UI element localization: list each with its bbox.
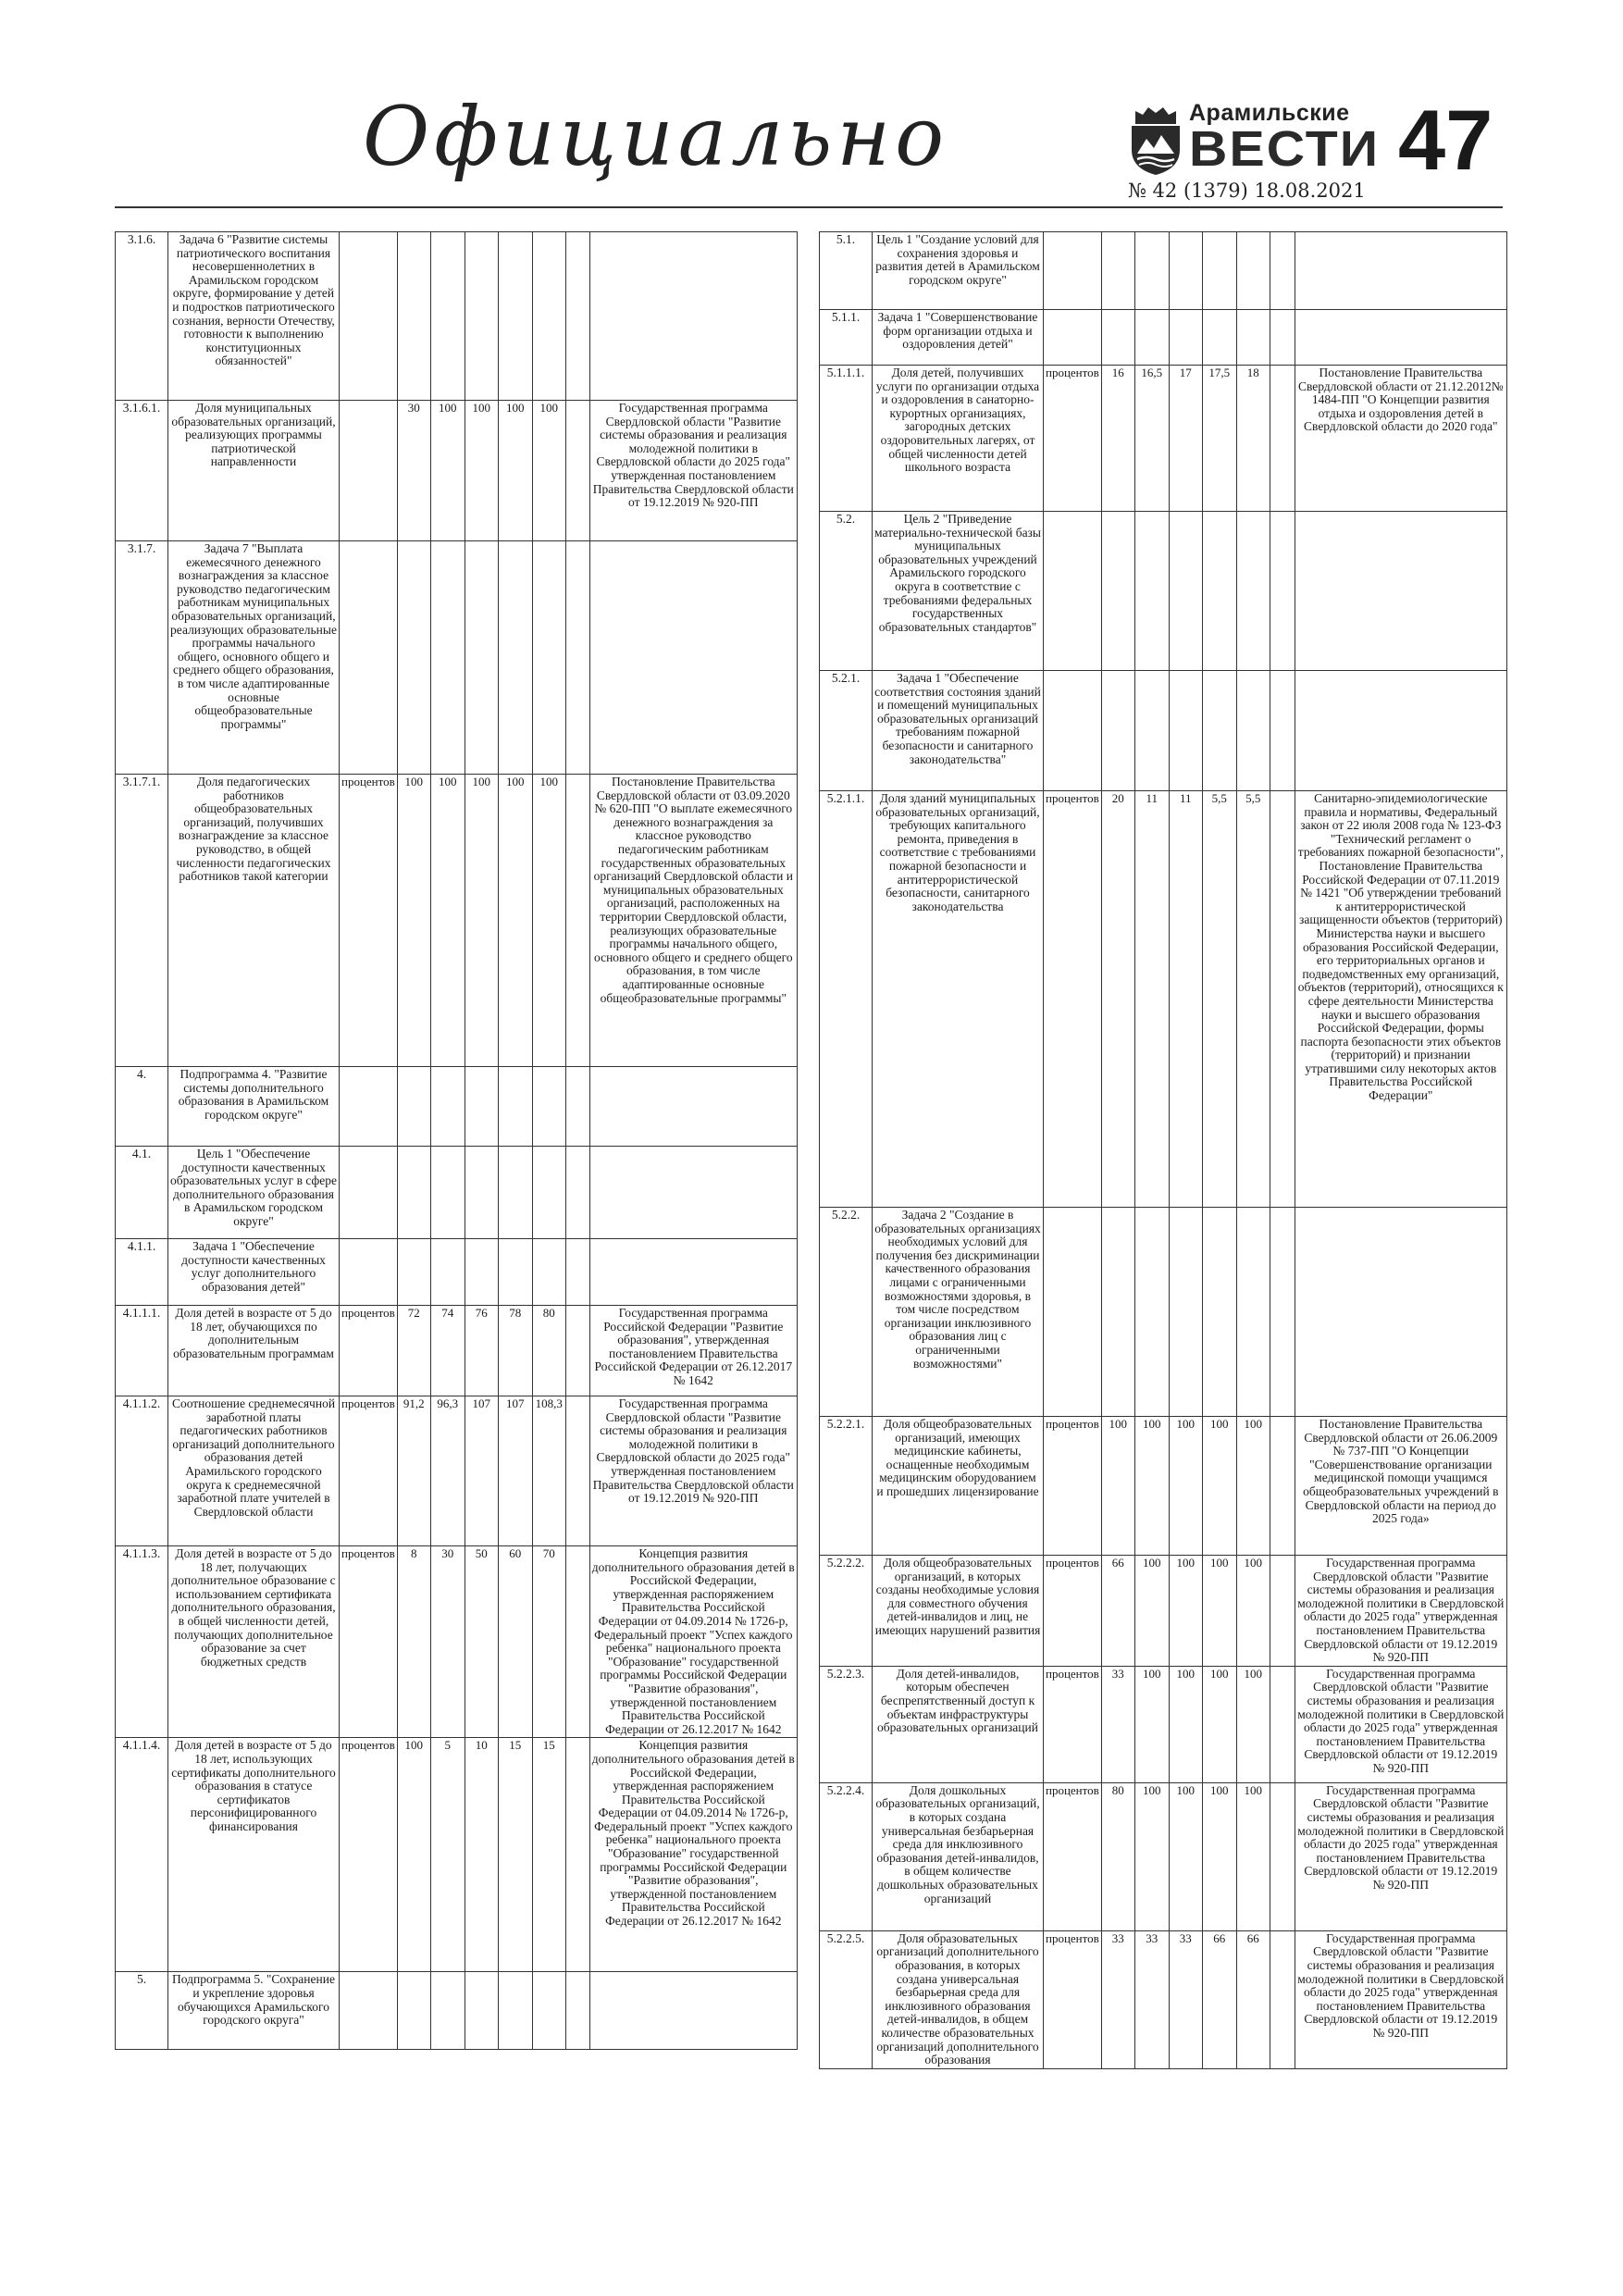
value-extra xyxy=(565,1396,589,1546)
value-2025: 18 xyxy=(1236,366,1270,512)
value-2024: 100 xyxy=(498,401,532,541)
indicator-number: 4.1. xyxy=(116,1147,168,1239)
value-2023 xyxy=(465,232,498,401)
value-2022: 74 xyxy=(430,1306,465,1396)
indicator-source xyxy=(1295,512,1506,671)
value-2022: 30 xyxy=(430,1546,465,1738)
indicator-name: Подпрограмма 5. "Сохранение и укрепление здоровья обучающихся Арамильского городского округа" xyxy=(168,1972,340,2050)
unit-of-measure: процентов xyxy=(1044,1556,1102,1667)
value-2022 xyxy=(1134,232,1169,310)
indicator-name: Доля зданий муниципальных образовательных организаций, требующих капитального ремонта, приведения в соответствие с требованиями пожарной безопасности и антитеррористической безопасности, санитарного законодательства xyxy=(873,791,1044,1208)
value-2025 xyxy=(1236,512,1270,671)
page-number: 47 xyxy=(1398,93,1493,188)
indicator-name: Доля муниципальных образовательных организаций, реализующих программы патриотической направленности xyxy=(168,401,340,541)
value-2023 xyxy=(465,1147,498,1239)
value-extra xyxy=(565,401,589,541)
value-2024: 78 xyxy=(498,1306,532,1396)
value-2023: 10 xyxy=(465,1738,498,1972)
indicator-source: Государственная программа Свердловской области "Развитие системы образования и реализация молодежной политики в Свердловской области до 2025 года" утвержденная постановлением Правительства Свердловской области от 19.12.2019 № 920-ПП xyxy=(1295,1782,1506,1930)
value-extra xyxy=(1270,1208,1295,1417)
newspaper-logo xyxy=(1128,100,1380,178)
value-2025 xyxy=(532,1972,565,2050)
section-title: Официально xyxy=(363,89,949,184)
table-row xyxy=(116,1239,798,1306)
value-2023 xyxy=(1169,1208,1202,1417)
value-2025 xyxy=(532,1239,565,1306)
value-2024: 100 xyxy=(1202,1782,1236,1930)
table-row xyxy=(116,1147,798,1239)
value-extra xyxy=(565,541,589,775)
header-divider xyxy=(115,206,1503,208)
value-extra xyxy=(1270,366,1295,512)
value-extra xyxy=(565,1738,589,1972)
indicator-number: 3.1.7. xyxy=(116,541,168,775)
value-2025: 70 xyxy=(532,1546,565,1738)
value-2023 xyxy=(465,1239,498,1306)
value-2022 xyxy=(430,232,465,401)
value-2021: 8 xyxy=(397,1546,430,1738)
logo-line-1: Арамильские xyxy=(1189,100,1350,126)
indicator-number: 5.1. xyxy=(820,232,873,310)
value-2024: 66 xyxy=(1202,1930,1236,2068)
table-row xyxy=(820,671,1507,791)
indicators-table-right xyxy=(819,231,1507,2069)
coat-of-arms-icon xyxy=(1128,105,1183,176)
indicator-number: 5.1.1. xyxy=(820,310,873,366)
value-2022 xyxy=(430,1067,465,1147)
unit-of-measure xyxy=(340,1239,398,1306)
value-2024 xyxy=(1202,512,1236,671)
value-2023 xyxy=(465,541,498,775)
indicator-name: Цель 1 "Создание условий для сохранения здоровья и развития детей в Арамильском городском округе" xyxy=(873,232,1044,310)
table-row xyxy=(820,310,1507,366)
value-2021: 100 xyxy=(397,775,430,1067)
value-2023: 100 xyxy=(465,775,498,1067)
value-2023: 100 xyxy=(1169,1556,1202,1667)
indicator-source xyxy=(1295,310,1506,366)
indicator-name: Задача 1 "Совершенствование форм организации отдыха и оздоровления детей" xyxy=(873,310,1044,366)
unit-of-measure: процентов xyxy=(340,775,398,1067)
value-2022: 96,3 xyxy=(430,1396,465,1546)
indicator-source xyxy=(589,1067,797,1147)
value-extra xyxy=(1270,1930,1295,2068)
value-2023: 100 xyxy=(465,401,498,541)
indicator-number: 5.2.2.3. xyxy=(820,1666,873,1782)
value-2022: 100 xyxy=(430,775,465,1067)
indicator-source xyxy=(1295,232,1506,310)
unit-of-measure: процентов xyxy=(1044,1930,1102,2068)
unit-of-measure xyxy=(340,1972,398,2050)
value-2025 xyxy=(1236,671,1270,791)
indicator-name: Доля дошкольных образовательных организаций, в которых создана универсальная безбарьерная среда для инклюзивного образования детей-инвалидов, в общем количестве дошкольных образовательных организаций xyxy=(873,1782,1044,1930)
value-2025: 100 xyxy=(532,775,565,1067)
value-2021: 72 xyxy=(397,1306,430,1396)
indicator-source: Государственная программа Российской Федерации "Развитие образования", утвержденная постановлением Правительства Российской Федерации от 26.12.2017 № 1642 xyxy=(589,1306,797,1396)
indicator-name: Задача 7 "Выплата ежемесячного денежного вознаграждения за классное руководство педагогическим работникам муниципальных образовательных организаций, реализующих образовательные программы начального общего, основного общего и среднего общего образования, в том числе адаптированные основные общеобразовательные программы" xyxy=(168,541,340,775)
indicator-name: Доля образовательных организаций дополнительного образования, в которых создана универсальная безбарьерная среда для инклюзивного образования детей-инвалидов, в общем количестве образовательных организаций дополнительного образования xyxy=(873,1930,1044,2068)
value-2024 xyxy=(498,1067,532,1147)
unit-of-measure: процентов xyxy=(340,1306,398,1396)
table-row xyxy=(820,1930,1507,2068)
value-2025: 100 xyxy=(1236,1666,1270,1782)
table-row xyxy=(820,791,1507,1208)
value-2023: 17 xyxy=(1169,366,1202,512)
value-extra xyxy=(1270,310,1295,366)
value-2022 xyxy=(430,1239,465,1306)
indicator-name: Доля детей в возрасте от 5 до 18 лет, обучающихся по дополнительным образовательным программам xyxy=(168,1306,340,1396)
unit-of-measure: процентов xyxy=(340,1396,398,1546)
value-2025: 66 xyxy=(1236,1930,1270,2068)
value-2023: 100 xyxy=(1169,1782,1202,1930)
indicator-name: Подпрограмма 4. "Развитие системы дополнительного образования в Арамильском городском округе" xyxy=(168,1067,340,1147)
value-2022 xyxy=(1134,512,1169,671)
indicator-name: Задача 6 "Развитие системы патриотического воспитания несовершеннолетних в Арамильском городском округе, формирование у детей и подростков патриотического сознания, верности Отечеству, готовности к выполнению конституционных обязанностей" xyxy=(168,232,340,401)
value-2025: 80 xyxy=(532,1306,565,1396)
value-2023: 33 xyxy=(1169,1930,1202,2068)
indicator-source xyxy=(589,232,797,401)
value-extra xyxy=(1270,1556,1295,1667)
value-2021: 100 xyxy=(1101,1417,1134,1556)
value-2023 xyxy=(465,1067,498,1147)
unit-of-measure xyxy=(1044,512,1102,671)
table-row xyxy=(116,232,798,401)
table-row xyxy=(116,541,798,775)
value-2024 xyxy=(498,1239,532,1306)
value-extra xyxy=(1270,791,1295,1208)
indicator-name: Доля детей в возрасте от 5 до 18 лет, использующих сертификаты дополнительного образования в статусе сертификатов персонифицированного финансирования xyxy=(168,1738,340,1972)
indicator-name: Цель 1 "Обеспечение доступности качественных образовательных услуг в сфере дополнительного образования в Арамильском городском округе" xyxy=(168,1147,340,1239)
indicator-name: Задача 1 "Обеспечение соответствия состояния зданий и помещений муниципальных образовательных организаций требованиям пожарной безопасности и санитарного законодательства" xyxy=(873,671,1044,791)
indicator-number: 5.2.1. xyxy=(820,671,873,791)
indicator-number: 4.1.1.1. xyxy=(116,1306,168,1396)
indicator-source: Государственная программа Свердловской области "Развитие системы образования и реализация молодежной политики в Свердловской области до 2025 года" утвержденная постановлением Правительства Свердловской области от 19.12.2019 № 920-ПП xyxy=(1295,1930,1506,2068)
unit-of-measure xyxy=(1044,310,1102,366)
table-row xyxy=(820,512,1507,671)
value-2021 xyxy=(1101,232,1134,310)
value-2023: 100 xyxy=(1169,1666,1202,1782)
indicator-source xyxy=(1295,1208,1506,1417)
unit-of-measure: процентов xyxy=(1044,1417,1102,1556)
indicator-number: 3.1.7.1. xyxy=(116,775,168,1067)
unit-of-measure: процентов xyxy=(340,1738,398,1972)
table-row xyxy=(820,1208,1507,1417)
indicator-number: 4.1.1.2. xyxy=(116,1396,168,1546)
value-2022: 100 xyxy=(430,401,465,541)
unit-of-measure: процентов xyxy=(1044,1782,1102,1930)
value-2021 xyxy=(1101,1208,1134,1417)
indicator-name: Цель 2 "Приведение материально-технической базы муниципальных образовательных учреждений Арамильского городского округа в соответствие с требованиями федеральных государственных образовательных стандартов" xyxy=(873,512,1044,671)
value-2024 xyxy=(1202,1208,1236,1417)
indicator-name: Задача 1 "Обеспечение доступности качественных услуг дополнительного образования детей" xyxy=(168,1239,340,1306)
value-2025 xyxy=(532,541,565,775)
value-extra xyxy=(565,1147,589,1239)
indicator-name: Доля общеобразовательных организаций, в которых созданы необходимые условия для совместного обучения детей-инвалидов и лиц, не имеющих нарушений развития xyxy=(873,1556,1044,1667)
table-row xyxy=(116,1972,798,2050)
value-2022: 16,5 xyxy=(1134,366,1169,512)
value-2023 xyxy=(1169,310,1202,366)
value-2024 xyxy=(1202,232,1236,310)
unit-of-measure: процентов xyxy=(1044,1666,1102,1782)
value-extra xyxy=(565,1067,589,1147)
indicator-source: Государственная программа Свердловской области "Развитие системы образования и реализация молодежной политики в Свердловской области до 2025 года" утвержденная постановлением Правительства Свердловской области от 19.12.2019 № 920-ПП xyxy=(589,1396,797,1546)
value-2025 xyxy=(1236,232,1270,310)
value-2023 xyxy=(1169,512,1202,671)
value-2021: 30 xyxy=(397,401,430,541)
indicator-number: 3.1.6.1. xyxy=(116,401,168,541)
value-2023: 100 xyxy=(1169,1417,1202,1556)
value-2022 xyxy=(430,1147,465,1239)
indicator-number: 5.2.1.1. xyxy=(820,791,873,1208)
value-extra xyxy=(565,1239,589,1306)
value-2024: 60 xyxy=(498,1546,532,1738)
value-2023 xyxy=(465,1972,498,2050)
value-2024: 100 xyxy=(1202,1666,1236,1782)
unit-of-measure xyxy=(340,1067,398,1147)
table-row xyxy=(116,1067,798,1147)
value-2025: 100 xyxy=(1236,1417,1270,1556)
value-2021 xyxy=(397,541,430,775)
value-2021: 16 xyxy=(1101,366,1134,512)
table-row xyxy=(820,1556,1507,1667)
value-2024 xyxy=(498,1972,532,2050)
value-2022: 100 xyxy=(1134,1782,1169,1930)
value-extra xyxy=(1270,1782,1295,1930)
value-2022 xyxy=(1134,1208,1169,1417)
value-2023: 76 xyxy=(465,1306,498,1396)
value-2024: 15 xyxy=(498,1738,532,1972)
indicator-source: Государственная программа Свердловской области "Развитие системы образования и реализация молодежной политики в Свердловской области до 2025 года" утвержденная постановлением Правительства Свердловской области от 19.12.2019 № 920-ПП xyxy=(589,401,797,541)
table-row xyxy=(116,1396,798,1546)
indicator-source xyxy=(589,541,797,775)
indicator-source xyxy=(589,1972,797,2050)
indicator-source: Государственная программа Свердловской области "Развитие системы образования и реализация молодежной политики в Свердловской области до 2025 года" утвержденная постановлением Правительства Свердловской области от 19.12.2019 № 920-ПП xyxy=(1295,1666,1506,1782)
table-row xyxy=(820,232,1507,310)
value-2024: 107 xyxy=(498,1396,532,1546)
unit-of-measure xyxy=(340,541,398,775)
unit-of-measure xyxy=(1044,671,1102,791)
indicator-number: 5.1.1.1. xyxy=(820,366,873,512)
value-2021 xyxy=(397,1239,430,1306)
value-2022: 33 xyxy=(1134,1930,1169,2068)
indicator-source xyxy=(1295,671,1506,791)
unit-of-measure xyxy=(340,232,398,401)
indicator-number: 3.1.6. xyxy=(116,232,168,401)
value-extra xyxy=(565,1972,589,2050)
table-row xyxy=(116,1738,798,1972)
value-extra xyxy=(1270,512,1295,671)
value-extra xyxy=(1270,232,1295,310)
value-2025 xyxy=(532,1067,565,1147)
indicator-source: Государственная программа Свердловской области "Развитие системы образования и реализация молодежной политики в Свердловской области до 2025 года" утвержденная постановлением Правительства Свердловской области от 19.12.2019 № 920-ПП xyxy=(1295,1556,1506,1667)
value-2023 xyxy=(1169,671,1202,791)
indicators-table-left xyxy=(115,231,798,2050)
value-extra xyxy=(565,775,589,1067)
indicator-source: Санитарно-эпидемиологические правила и нормативы, Федеральный закон от 22 июля 2008 года № 123-ФЗ "Технический регламент о требованиях пожарной безопасности", Постановление Правительства Российской Федерации от 07.11.2019 № 1421 "Об утверждении требований к антитеррористической защищенности объектов (территорий) Министерства науки и высшего образования Российской Федерации, его территориальных органов и подведомственных ему организаций, объектов (территорий), относящихся к сфере деятельности Министерства науки и высшего образования Российской Федерации, формы паспорта безопасности этих объектов (территорий) и признании утратившими силу некоторых актов Правительства Российской Федерации" xyxy=(1295,791,1506,1208)
issue-info: № 42 (1379) 18.08.2021 xyxy=(1128,180,1366,202)
value-extra xyxy=(565,1306,589,1396)
value-2022: 11 xyxy=(1134,791,1169,1208)
value-2021 xyxy=(1101,310,1134,366)
indicator-number: 5. xyxy=(116,1972,168,2050)
indicator-number: 4. xyxy=(116,1067,168,1147)
value-2025: 100 xyxy=(532,401,565,541)
value-2022 xyxy=(430,1972,465,2050)
unit-of-measure xyxy=(340,401,398,541)
value-2021 xyxy=(1101,671,1134,791)
indicator-name: Доля детей, получивших услуги по организации отдыха и оздоровления в санаторно-курортных организациях, загородных детских оздоровительных лагерях, от общей численности детей школьного возраста xyxy=(873,366,1044,512)
value-2021: 20 xyxy=(1101,791,1134,1208)
value-extra xyxy=(565,232,589,401)
value-extra xyxy=(565,1546,589,1738)
indicator-name: Соотношение среднемесячной заработной платы педагогических работников организаций дополнительного образования детей Арамильского городского округа к среднемесячной заработной плате учителей в Свердловской области xyxy=(168,1396,340,1546)
value-2024: 100 xyxy=(1202,1417,1236,1556)
value-extra xyxy=(1270,1417,1295,1556)
value-2021: 80 xyxy=(1101,1782,1134,1930)
value-2025 xyxy=(1236,1208,1270,1417)
value-2025 xyxy=(532,232,565,401)
indicator-number: 5.2. xyxy=(820,512,873,671)
unit-of-measure xyxy=(1044,232,1102,310)
value-2021: 33 xyxy=(1101,1666,1134,1782)
indicator-number: 5.2.2.5. xyxy=(820,1930,873,2068)
table-row xyxy=(116,401,798,541)
indicator-number: 5.2.2.4. xyxy=(820,1782,873,1930)
indicator-source: Постановление Правительства Свердловской области от 03.09.2020 № 620-ПП "О выплате ежемесячного денежного вознаграждения за классное руководство педагогическим работникам государственных образовательных организаций Свердловской области и муниципальных образовательных организаций, расположенных на территории Свердловской области, реализующих образовательные программы начального общего, основного общего и среднего общего образования, в том числе адаптированные основные общеобразовательные программы" xyxy=(589,775,797,1067)
value-2024 xyxy=(1202,671,1236,791)
indicator-name: Доля детей в возрасте от 5 до 18 лет, получающих дополнительное образование с использованием сертификата дополнительного образования, в общей численности детей, получающих дополнительное образование за счет бюджетных средств xyxy=(168,1546,340,1738)
indicator-number: 5.2.2.1. xyxy=(820,1417,873,1556)
value-2022: 5 xyxy=(430,1738,465,1972)
indicator-number: 4.1.1.4. xyxy=(116,1738,168,1972)
value-extra xyxy=(1270,671,1295,791)
value-extra xyxy=(1270,1666,1295,1782)
value-2023 xyxy=(1169,232,1202,310)
value-2023: 107 xyxy=(465,1396,498,1546)
indicator-name: Задача 2 "Создание в образовательных организациях необходимых условий для получения без дискриминации качественного образования лицами с ограниченными возможностями здоровья, в том числе посредством организации инклюзивного образования лиц с ограниченными возможностями" xyxy=(873,1208,1044,1417)
value-2021: 100 xyxy=(397,1738,430,1972)
value-2024 xyxy=(1202,310,1236,366)
indicator-source xyxy=(589,1239,797,1306)
value-2021: 91,2 xyxy=(397,1396,430,1546)
value-2023: 50 xyxy=(465,1546,498,1738)
value-2024 xyxy=(498,541,532,775)
value-2023: 11 xyxy=(1169,791,1202,1208)
unit-of-measure xyxy=(1044,1208,1102,1417)
indicator-name: Доля общеобразовательных организаций, имеющих медицинские кабинеты, оснащенные необходимым медицинским оборудованием и прошедших лицензирование xyxy=(873,1417,1044,1556)
value-2022 xyxy=(1134,671,1169,791)
indicator-source: Постановление Правительства Свердловской области от 26.06.2009 № 737-ПП "О Концепции "Совершенствование организации медицинской помощи учащимся общеобразовательных учреждений в Свердловской области на период до 2025 года» xyxy=(1295,1417,1506,1556)
value-2022 xyxy=(1134,310,1169,366)
value-2025: 100 xyxy=(1236,1556,1270,1667)
value-2021 xyxy=(397,1972,430,2050)
indicator-source: Концепция развития дополнительного образования детей в Российской Федерации, утвержденная распоряжением Правительства Российской Федерации от 04.09.2014 № 1726-р, Федеральный проект "Успех каждого ребенка" национального проекта "Образование" государственной программы Российской Федерации "Развитие образования", утвержденной постановлением Правительства Российской Федерации от 26.12.2017 № 1642 xyxy=(589,1738,797,1972)
value-2021 xyxy=(397,1147,430,1239)
value-2024 xyxy=(498,1147,532,1239)
table-row xyxy=(820,1782,1507,1930)
indicator-name: Доля детей-инвалидов, которым обеспечен беспрепятственный доступ к объектам инфраструктуры образовательных организаций xyxy=(873,1666,1044,1782)
logo-line-2: ВЕСТИ xyxy=(1189,121,1381,177)
value-2022: 100 xyxy=(1134,1556,1169,1667)
unit-of-measure: процентов xyxy=(340,1546,398,1738)
value-2025: 100 xyxy=(1236,1782,1270,1930)
value-2021: 66 xyxy=(1101,1556,1134,1667)
indicator-source: Концепция развития дополнительного образования детей в Российской Федерации, утвержденная распоряжением Правительства Российской Федерации от 04.09.2014 № 1726-р, Федеральный проект "Успех каждого ребенка" национального проекта "Образование" государственной программы Российской Федерации "Развитие образования", утвержденной постановлением Правительства Российской Федерации от 26.12.2017 № 1642 xyxy=(589,1546,797,1738)
indicator-name: Доля педагогических работников общеобразовательных организаций, получивших вознаграждение за классное руководство, в общей численности педагогических работников такой категории xyxy=(168,775,340,1067)
indicator-number: 5.2.2.2. xyxy=(820,1556,873,1667)
value-2022 xyxy=(430,541,465,775)
value-2024: 100 xyxy=(498,775,532,1067)
indicator-source: Постановление Правительства Свердловской области от 21.12.2012№ 1484-ПП "О Концепции развития отдыха и оздоровления детей в Свердловской области до 2020 года" xyxy=(1295,366,1506,512)
right-table-body xyxy=(820,232,1507,2069)
value-2021 xyxy=(397,1067,430,1147)
value-2021: 33 xyxy=(1101,1930,1134,2068)
indicator-number: 4.1.1.3. xyxy=(116,1546,168,1738)
value-2025 xyxy=(1236,310,1270,366)
table-row xyxy=(116,1306,798,1396)
unit-of-measure: процентов xyxy=(1044,366,1102,512)
value-2021 xyxy=(1101,512,1134,671)
value-2024 xyxy=(498,232,532,401)
table-row xyxy=(820,1417,1507,1556)
value-2025: 108,3 xyxy=(532,1396,565,1546)
table-row xyxy=(820,1666,1507,1782)
left-table-body xyxy=(116,232,798,2050)
unit-of-measure xyxy=(340,1147,398,1239)
value-2022: 100 xyxy=(1134,1666,1169,1782)
value-2022: 100 xyxy=(1134,1417,1169,1556)
indicator-number: 5.2.2. xyxy=(820,1208,873,1417)
value-2025 xyxy=(532,1147,565,1239)
unit-of-measure: процентов xyxy=(1044,791,1102,1208)
table-row xyxy=(116,775,798,1067)
value-2024: 17,5 xyxy=(1202,366,1236,512)
value-2025: 15 xyxy=(532,1738,565,1972)
indicator-number: 4.1.1. xyxy=(116,1239,168,1306)
table-row xyxy=(116,1546,798,1738)
table-row xyxy=(820,366,1507,512)
value-2025: 5,5 xyxy=(1236,791,1270,1208)
indicator-source xyxy=(589,1147,797,1239)
value-2021 xyxy=(397,232,430,401)
value-2024: 100 xyxy=(1202,1556,1236,1667)
value-2024: 5,5 xyxy=(1202,791,1236,1208)
